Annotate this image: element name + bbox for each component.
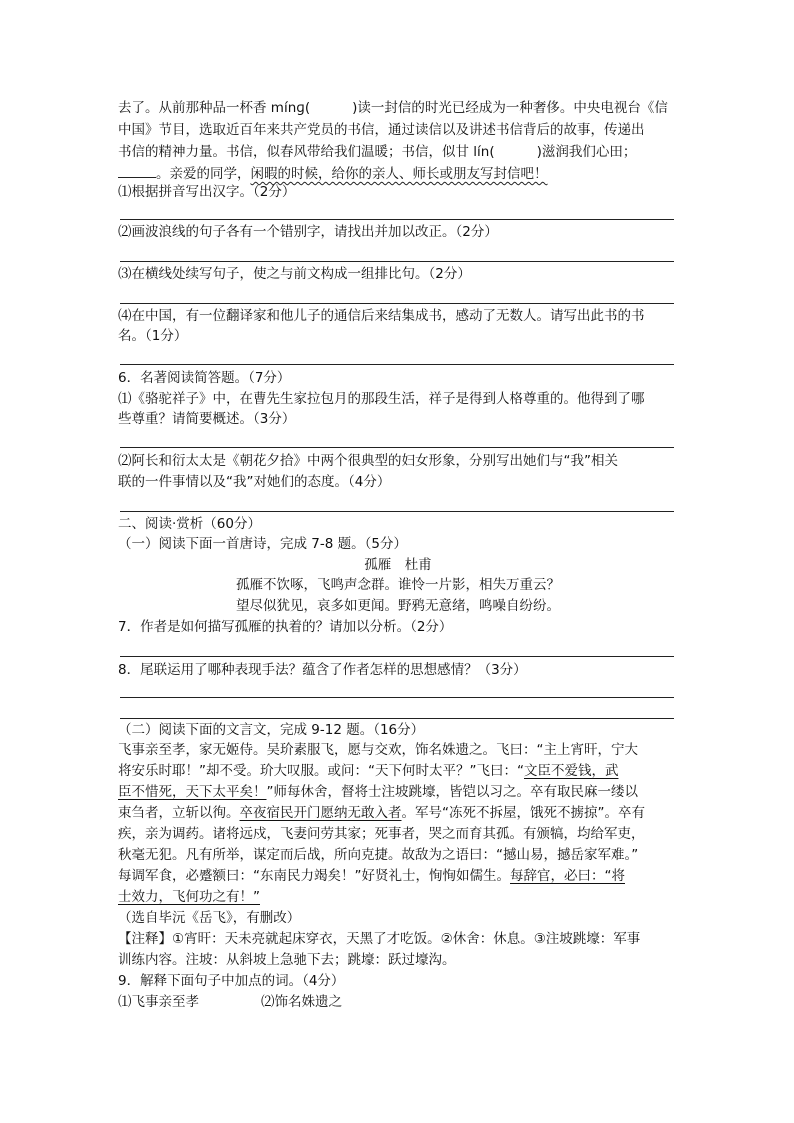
- underlined-sentence: 每辞官，必曰：“将: [510, 868, 625, 884]
- classical-text: 将安乐时耶！”却不受。玠大叹服。或问：“天下何时太平？”飞曰：“: [118, 763, 524, 779]
- answer-line[interactable]: [120, 697, 674, 698]
- q6-sub1-line1: ⑴《骆驼祥子》中，在曹先生家拉包月的那段生活，祥子是得到人格尊重的。他得到了哪: [118, 391, 645, 407]
- q6-title: 6．名著阅读简答题。（7分）: [118, 370, 291, 386]
- poem-title: 孤雁 杜甫: [364, 557, 432, 573]
- classical-line-1: 飞事亲至孝，家无姬侍。吴玠素服飞，愿与交欢，饰名姝遗之。飞曰：“主上宵旰，宁大: [118, 742, 638, 758]
- passage-text: 。亲爱的同学，: [156, 166, 251, 182]
- notes-line-2: 训练内容。注坡：从斜坡上急驰下去；跳壕：跃过壕沟。: [118, 952, 456, 968]
- underlined-sentence: 士效力，飞何功之有！”: [118, 889, 260, 905]
- answer-line[interactable]: [120, 364, 674, 365]
- q5-sub4-line2: 名。（1分）: [118, 328, 188, 344]
- classical-line-8: [118, 887, 260, 907]
- passage-line-2: 中国》节目，选取近百年来共产党员的书信，通过读信以及讲述书信背后的故事，传递出: [118, 122, 645, 138]
- classical-line-5: 疾，亲为调药。诸将远戍，飞妻问劳其家；死事者，哭之而育其孤。有颁犒，均给军吏，: [118, 826, 645, 842]
- passage-text: 书信的精神力量。书信，似春风带给我们温暖；书信，似甘 lín(: [118, 144, 495, 160]
- q5-sub3: ⑶在横线处续写句子，使之与前文构成一组排比句。（2分）: [118, 266, 471, 282]
- classical-line-4: [118, 803, 645, 823]
- q9-items: [118, 992, 342, 1012]
- passage-text: )读一封信的时光已经成为一种奢侈。中央电视台《信: [352, 100, 668, 116]
- poem-line-1: 孤雁不饮啄，飞鸣声念群。谁怜一片影，相失万重云？: [236, 577, 560, 593]
- q8: 8．尾联运用了哪种表现手法？蕴含了作者怎样的思想感情？（3分）: [118, 662, 527, 678]
- q9-item-1: ⑴飞事亲至孝: [118, 994, 199, 1010]
- answer-line[interactable]: [120, 656, 674, 657]
- classical-line-7: [118, 866, 625, 886]
- answer-blank[interactable]: [495, 145, 537, 159]
- answer-line[interactable]: [120, 511, 674, 512]
- classical-text: ”师每休舍，督将士注坡跳壕，皆铠以习之。卒有取民麻一缕以: [266, 784, 638, 800]
- answer-blank[interactable]: [310, 101, 352, 115]
- source-citation: （选自毕沅《岳飞》，有删改）: [118, 910, 301, 926]
- answer-line[interactable]: [120, 303, 674, 304]
- answer-line[interactable]: [120, 261, 674, 262]
- classical-text: 。军号“冻死不拆屋，饿死不掳掠”。卒有: [401, 805, 645, 821]
- passage-line-3: [118, 142, 636, 162]
- q6-sub2-line1: ⑵阿长和衍太太是《朝花夕拾》中两个很典型的妇女形象，分别写出她们与“我”相关: [118, 453, 618, 469]
- passage-text: 去了。从前那种品一杯香 mínɡ(: [118, 100, 311, 116]
- passage-line-4: [118, 163, 548, 184]
- underlined-sentence: 臣不惜死，天下太平矣！: [118, 784, 267, 800]
- q5-sub4-line1: ⑷在中国，有一位翻译家和他儿子的通信后来结集成书，感动了无数人。请写出此书的书: [118, 308, 645, 324]
- q6-sub1-line2: 些尊重？请简要概述。（3分）: [118, 411, 296, 427]
- answer-line[interactable]: [120, 447, 674, 448]
- passage-line-1: [118, 98, 668, 118]
- q9-item-2: ⑵饰名姝遗之: [261, 994, 342, 1010]
- q9-title: 9．解释下面句子中加点的词。（4分）: [118, 973, 345, 989]
- classical-text: 每调军食，必蹙额曰：“东南民力竭矣！”好贤礼士，恂恂如儒生。: [118, 868, 510, 884]
- poem-line-2: 望尽似犹见，哀多如更闻。野鸦无意绪，鸣噪自纷纷。: [236, 598, 560, 614]
- answer-line[interactable]: [120, 718, 674, 719]
- q5-sub2: ⑵画波浪线的句子各有一个错别字，请找出并加以改正。（2分）: [118, 224, 498, 240]
- notes-line-1: 【注释】①宵旰：天未亮就起床穿衣，天黑了才吃饭。②休舍：休息。③注坡跳壕：军事: [118, 931, 641, 947]
- classical-line-3: [118, 782, 638, 802]
- section2-title: 二、阅读·赏析（60分）: [118, 516, 261, 532]
- q6-sub2-line2: 联的一件事情以及“我”对她们的态度。（4分）: [118, 474, 391, 490]
- passage-text: )滋润我们心田；: [536, 144, 637, 160]
- fill-in-blank[interactable]: [118, 163, 156, 178]
- underlined-sentence: 卒夜宿民开门愿纳无敢入者: [239, 805, 402, 821]
- classical-line-6: 秋毫无犯。凡有所举，谋定而后战，所向克捷。故敌为之语曰：“撼山易，撼岳家军难。”: [118, 847, 639, 863]
- part2-title: （二）阅读下面的文言文，完成 9-12 题。（16分）: [118, 722, 425, 738]
- part1-title: （一）阅读下面一首唐诗，完成 7-8 题。（5分）: [118, 536, 407, 552]
- answer-line[interactable]: [120, 219, 674, 220]
- underlined-sentence: 文臣不爱钱，武: [523, 763, 619, 779]
- q7: 7．作者是如何描写孤雁的执着的？请加以分析。（2分）: [118, 619, 453, 635]
- q5-sub1: ⑴根据拼音写出汉字。（2分）: [118, 184, 296, 200]
- classical-text: 束刍者，立斩以徇。: [118, 805, 240, 821]
- wavy-underlined-sentence: 闲暇的时候，给你的亲人、师长或朋友写封信吧！: [250, 166, 548, 182]
- classical-line-2: [118, 761, 618, 781]
